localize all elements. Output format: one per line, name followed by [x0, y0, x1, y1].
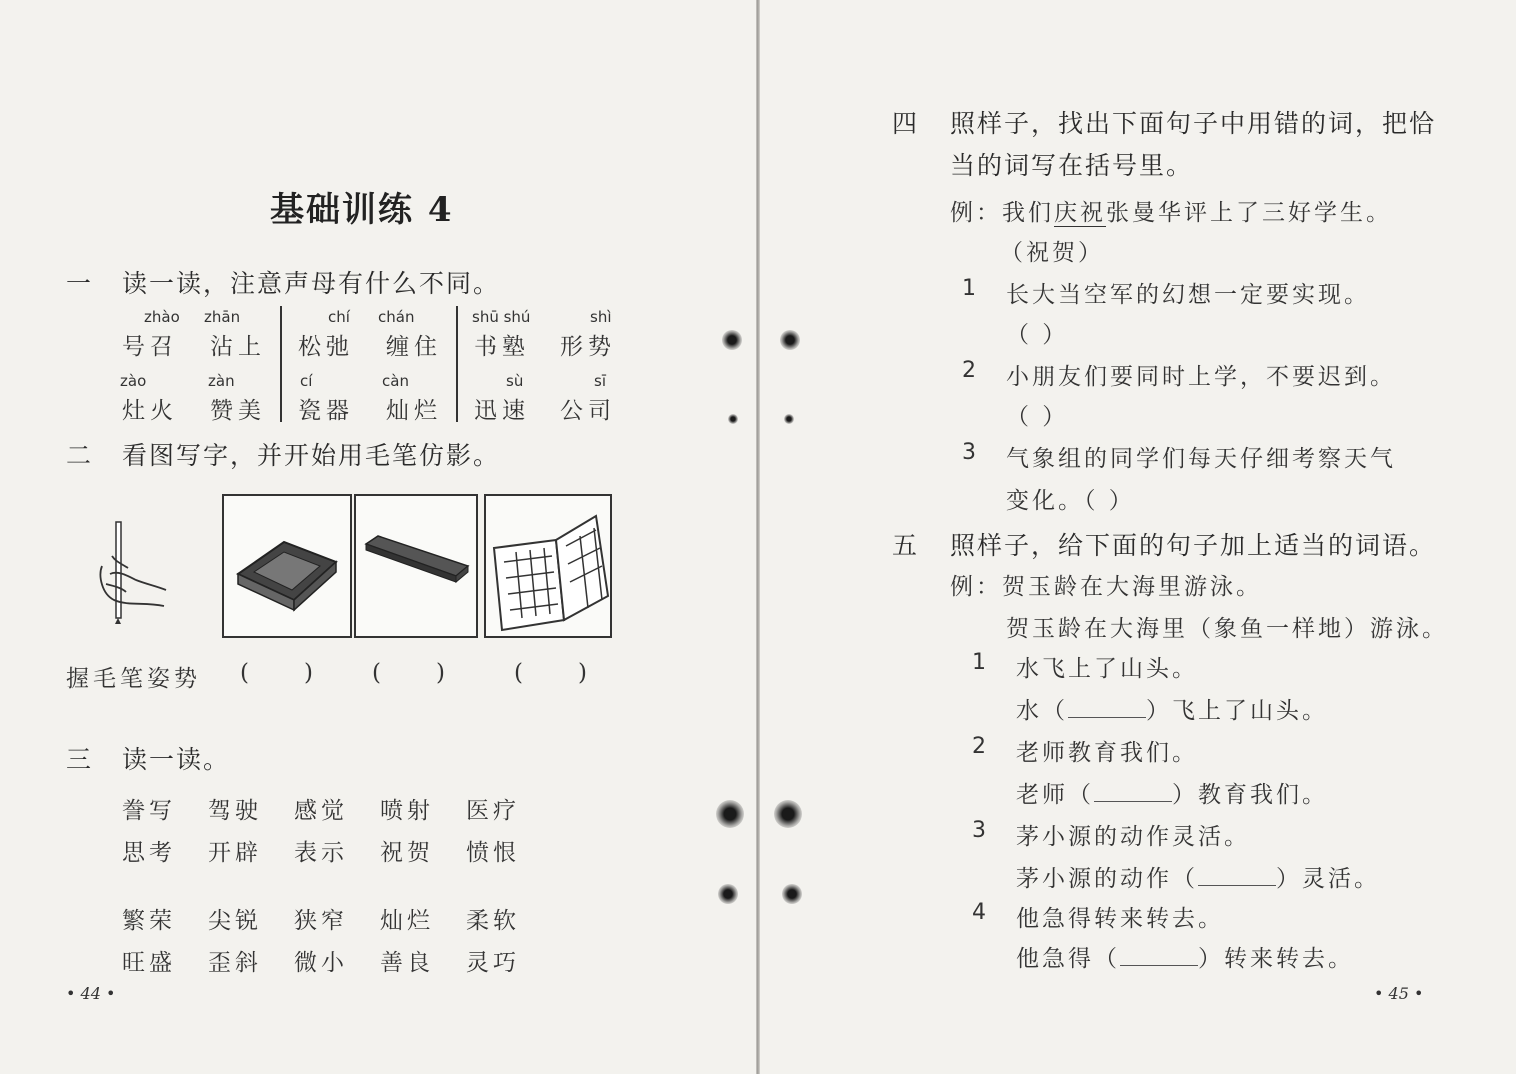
answer-blank[interactable]: （ ）: [1006, 404, 1069, 430]
fill-in-suffix: ）转来转去。: [1198, 946, 1354, 972]
answer-blank[interactable]: （ ）: [1006, 322, 1069, 348]
section-label: 当的词写在括号里。: [950, 151, 1194, 180]
vocab-word: 赞美: [210, 398, 266, 424]
example-answer: （祝贺）: [1000, 240, 1104, 266]
vocab-word: 驾驶: [208, 798, 262, 824]
fill-in-blank[interactable]: [1068, 717, 1146, 718]
fill-in-line[interactable]: [1016, 860, 1380, 893]
section-number: 二: [66, 441, 92, 470]
vocab-word: 柔软: [466, 908, 520, 934]
pinyin: chán: [378, 308, 415, 326]
vocab-word: 沾上: [210, 334, 266, 360]
right-page: [760, 0, 1516, 1074]
fill-in-suffix: ）飞上了山头。: [1146, 698, 1328, 724]
pinyin: zhào: [144, 308, 180, 326]
vocab-word: 思考: [122, 840, 176, 866]
pinyin: shū shú: [472, 308, 531, 326]
pinyin: sī: [594, 372, 606, 390]
vocab-word: 灶火: [122, 398, 178, 424]
fill-in-blank[interactable]: [1094, 801, 1172, 802]
item-text: 他急得转来转去。: [1016, 906, 1224, 932]
section-label: 照样子，找出下面句子中用错的词，把恰: [950, 109, 1437, 138]
vocab-word: 号召: [122, 334, 178, 360]
answer-blank-open[interactable]: (: [514, 660, 527, 686]
item-text: 长大当空军的幻想一定要实现。: [1006, 282, 1370, 308]
fill-in-prefix: 茅小源的动作（: [1016, 866, 1198, 892]
section-number: 四: [892, 109, 918, 138]
page-number: • 44 •: [66, 984, 116, 1003]
vocab-word: 微小: [294, 950, 348, 976]
item-text: 老师教育我们。: [1016, 740, 1198, 766]
copybook-picture: [484, 494, 612, 638]
fill-in-line[interactable]: [1016, 940, 1354, 973]
section-label: 照样子，给下面的句子加上适当的词语。: [950, 531, 1437, 560]
page-title: 基础训练 4: [270, 190, 454, 230]
vocab-word: 灿烂: [380, 908, 434, 934]
example-suffix: 张曼华评上了三好学生。: [1106, 200, 1392, 226]
vocab-word: 愤恨: [466, 840, 520, 866]
item-number: 1: [962, 276, 976, 301]
item-number: 2: [972, 734, 986, 759]
example-sentence: 例：贺玉龄在大海里游泳。: [950, 574, 1262, 600]
section-label: 读一读。: [122, 745, 231, 774]
example-sentence: [950, 194, 1392, 227]
answer-blank-open[interactable]: (: [240, 660, 253, 686]
vocab-word: 形势: [560, 334, 616, 360]
fill-in-suffix: ）教育我们。: [1172, 782, 1328, 808]
section-number: 三: [66, 745, 92, 774]
example-prefix: 例：我们: [950, 200, 1054, 226]
fill-in-prefix: 水（: [1016, 698, 1068, 724]
vocab-word: 繁荣: [122, 908, 176, 934]
vocab-word: 善良: [380, 950, 434, 976]
answer-blank-close: ): [436, 660, 449, 686]
column-divider: [456, 306, 458, 422]
vocab-word: 旺盛: [122, 950, 176, 976]
item-text: 茅小源的动作灵活。: [1016, 824, 1250, 850]
item-text: 小朋友们要同时上学，不要迟到。: [1006, 364, 1396, 390]
item-text: 气象组的同学们每天仔细考察天气: [1006, 446, 1396, 472]
column-divider: [280, 306, 282, 422]
vocab-word: 松弛: [298, 334, 354, 360]
vocab-word: 喷射: [380, 798, 434, 824]
fill-in-suffix: ）灵活。: [1276, 866, 1380, 892]
section-number: 五: [892, 531, 918, 560]
vocab-word: 瓷器: [298, 398, 354, 424]
answer-blank-close: ): [304, 660, 317, 686]
section-label: 看图写字，并开始用毛笔仿影。: [122, 441, 501, 470]
pinyin: zhān: [204, 308, 241, 326]
item-text: 水飞上了山头。: [1016, 656, 1198, 682]
example-sentence: 贺玉龄在大海里（象鱼一样地）游泳。: [1006, 616, 1448, 642]
section-number: 一: [66, 269, 92, 298]
brush-hand-illustration: [92, 516, 182, 626]
fill-in-blank[interactable]: [1198, 885, 1276, 886]
section-label: 读一读，注意声母有什么不同。: [122, 269, 501, 298]
vocab-word: 尖锐: [208, 908, 262, 934]
vocab-word: 歪斜: [208, 950, 262, 976]
vocab-word: 迅速: [474, 398, 530, 424]
fill-in-blank[interactable]: [1120, 965, 1198, 966]
vocab-word: 开辟: [208, 840, 262, 866]
vocab-word: 祝贺: [380, 840, 434, 866]
example-wrong-word: 庆祝: [1054, 200, 1106, 226]
vocab-word: 灿烂: [386, 398, 442, 424]
pinyin: càn: [382, 372, 409, 390]
pinyin: shì: [590, 308, 612, 326]
pinyin: zào: [120, 372, 147, 390]
item-number: 3: [972, 818, 986, 843]
vocab-word: 灵巧: [466, 950, 520, 976]
fill-in-prefix: 他急得（: [1016, 946, 1120, 972]
pinyin: sù: [506, 372, 524, 390]
vocab-word: 誊写: [122, 798, 176, 824]
fill-in-line[interactable]: [1016, 776, 1328, 809]
item-number: 3: [962, 440, 976, 465]
caption-brush-posture: 握毛笔姿势: [66, 666, 201, 692]
inkstone-picture: [222, 494, 352, 638]
item-number: 4: [972, 900, 986, 925]
item-number: 1: [972, 650, 986, 675]
vocab-word: 狭窄: [294, 908, 348, 934]
item-text-continued[interactable]: 变化。（ ）: [1006, 488, 1135, 514]
vocab-word: 公司: [560, 398, 616, 424]
fill-in-prefix: 老师（: [1016, 782, 1094, 808]
pinyin: cí: [300, 372, 313, 390]
vocab-word: 缠住: [386, 334, 442, 360]
page-number: • 45 •: [1374, 984, 1424, 1003]
item-number: 2: [962, 358, 976, 383]
vocab-word: 感觉: [294, 798, 348, 824]
vocab-word: 书塾: [474, 334, 530, 360]
vocab-word: 医疗: [466, 798, 520, 824]
pinyin: zàn: [208, 372, 235, 390]
ink-stick-picture: [354, 494, 478, 638]
answer-blank-close: ): [578, 660, 591, 686]
pinyin: chí: [328, 308, 350, 326]
answer-blank-open[interactable]: (: [372, 660, 385, 686]
fill-in-line[interactable]: [1016, 692, 1328, 725]
vocab-word: 表示: [294, 840, 348, 866]
